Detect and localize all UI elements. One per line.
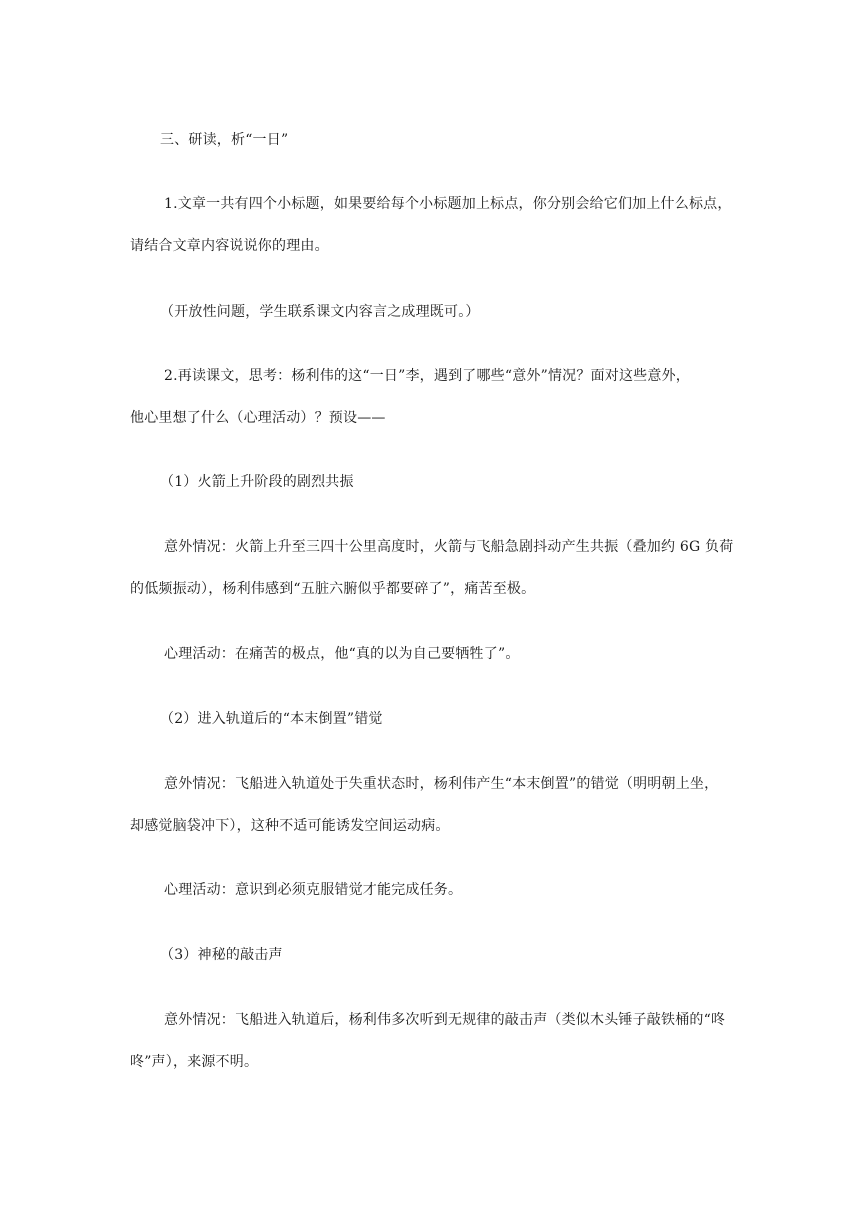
item-3-title: （3）神秘的敲击声 [160,947,283,963]
item-2-situation-line-2: 却感觉脑袋冲下），这种不适可能诱发空间运动病。 [130,818,450,834]
question-2-line-1: 2.再读课文，思考：杨利伟的这“一日”李，遇到了哪些“意外”情况？面对这些意外， [164,368,690,384]
section-heading: 三、研读，析“一日” [160,132,289,148]
question-1-line-2: 请结合文章内容说说你的理由。 [130,238,329,254]
item-1-title: （1）火箭上升阶段的剧烈共振 [160,474,354,490]
item-2-mind: 心理活动：意识到必须克服错觉才能完成任务。 [164,882,463,898]
item-2-title: （2）进入轨道后的“本末倒置”错觉 [160,711,383,727]
question-1-line-1: 1.文章一共有四个小标题，如果要给每个小标题加上标点，你分别会给它们加上什么标点， [164,196,732,212]
item-1-situation-line-1: 意外情况：火箭上升至三四十公里高度时，火箭与飞船急剧抖动产生共振（叠加约 6G 负荷 [164,539,734,555]
item-1-situation-line-2: 的低频振动），杨利伟感到“五脏六腑似乎都要碎了”，痛苦至极。 [130,581,536,597]
question-1-answer: （开放性问题，学生联系课文内容言之成理既可。） [160,304,480,320]
item-1-mind: 心理活动：在痛苦的极点，他“真的以为自己要牺牲了”。 [164,646,520,662]
question-2-line-2: 他心里想了什么（心理活动）？预设—— [130,410,386,426]
item-2-situation-line-1: 意外情况：飞船进入轨道处于失重状态时，杨利伟产生“本末倒置”的错觉（明明朝上坐， [164,776,719,792]
item-3-situation-line-2: 咚”声），来源不明。 [130,1054,259,1070]
item-3-situation-line-1: 意外情况：飞船进入轨道后，杨利伟多次听到无规律的敲击声（类似木头锤子敲铁桶的“咚 [164,1012,726,1028]
